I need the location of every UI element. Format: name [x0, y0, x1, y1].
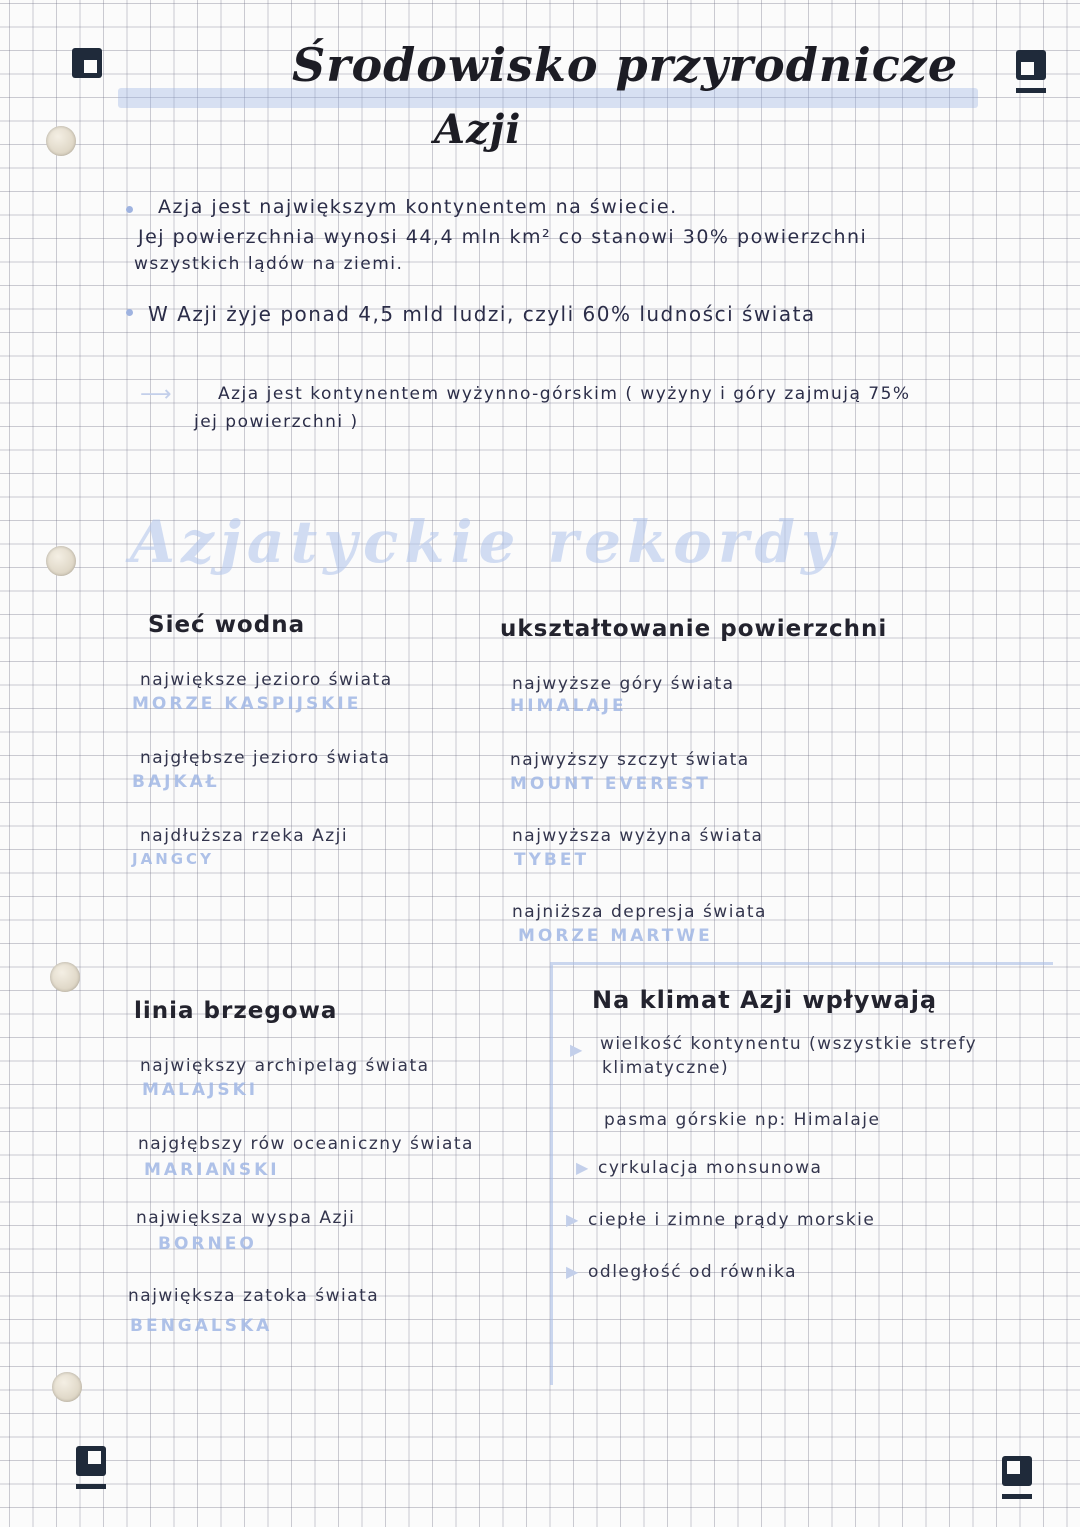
- coast-section-title: linia brzegowa: [134, 998, 338, 1024]
- water-item-label: największe jezioro świata: [140, 670, 393, 690]
- bullet-icon: [126, 309, 133, 316]
- fact-2: W Azji żyje ponad 4,5 mld ludzi, czyli 60% ludności świata: [148, 302, 816, 326]
- coast-item-label: największa zatoka świata: [128, 1286, 380, 1306]
- corner-marker-icon: [72, 48, 102, 78]
- surface-item-label: najwyższy szczyt świata: [510, 750, 750, 770]
- surface-item-answer: MOUNT EVEREST: [510, 774, 711, 794]
- surface-item-label: najwyższe góry świata: [512, 674, 735, 694]
- surface-item-answer: HIMALAJE: [510, 696, 627, 716]
- fact-1c: wszystkich lądów na ziemi.: [134, 254, 404, 274]
- climate-item: ciepłe i zimne prądy morskie: [588, 1210, 876, 1230]
- corner-marker-icon: [76, 1446, 106, 1476]
- arrow-icon: ▶: [570, 1040, 583, 1059]
- coast-item-answer: BENGALSKA: [130, 1316, 273, 1336]
- binder-hole: [52, 1372, 82, 1402]
- bullet-icon: [126, 206, 133, 213]
- surface-item-label: najniższa depresja świata: [512, 902, 767, 922]
- records-heading: Azjatyckie rekordy: [130, 508, 841, 576]
- water-item-label: najdłuższa rzeka Azji: [140, 826, 349, 846]
- water-item-answer: JANGCY: [132, 850, 214, 868]
- coast-item-label: najgłębszy rów oceaniczny świata: [138, 1134, 474, 1154]
- page-title: Środowisko przyrodnicze: [292, 38, 959, 92]
- water-item-answer: BAJKAŁ: [132, 772, 220, 792]
- binder-hole: [46, 126, 76, 156]
- corner-marker-bar: [1016, 88, 1046, 93]
- fact-3b: jej powierzchni ): [194, 412, 359, 432]
- surface-item-answer: MORZE MARTWE: [518, 926, 713, 946]
- arrow-icon: ⟶: [140, 382, 172, 407]
- climate-item: odległość od równika: [588, 1262, 797, 1282]
- fact-3a: Azja jest kontynentem wyżynno-górskim ( wyżyny i góry zajmują 75%: [218, 384, 911, 404]
- coast-item-answer: MARIAŃSKI: [144, 1160, 280, 1180]
- fact-1a: Azja jest największym kontynentem na świecie.: [158, 196, 678, 218]
- page-subtitle: Azji: [434, 106, 522, 153]
- climate-item: pasma górskie np: Himalaje: [604, 1110, 881, 1130]
- corner-marker-bar: [76, 1484, 106, 1489]
- water-item-answer: MORZE KASPIJSKIE: [132, 694, 362, 714]
- surface-section-title: ukształtowanie powierzchni: [500, 616, 888, 642]
- binder-hole: [50, 962, 80, 992]
- surface-item-label: najwyższa wyżyna świata: [512, 826, 764, 846]
- coast-item-answer: MALAJSKI: [142, 1080, 259, 1100]
- coast-item-label: największy archipelag świata: [140, 1056, 430, 1076]
- water-item-label: najgłębsze jezioro świata: [140, 748, 391, 768]
- coast-item-label: największa wyspa Azji: [136, 1208, 356, 1228]
- coast-item-answer: BORNEO: [158, 1234, 257, 1254]
- corner-marker-icon: [1002, 1456, 1032, 1486]
- arrow-icon: ▶: [566, 1210, 579, 1229]
- water-section-title: Sieć wodna: [148, 612, 306, 638]
- fact-1b: Jej powierzchnia wynosi 44,4 mln km² co stanowi 30% powierzchni: [138, 226, 868, 248]
- corner-marker-icon: [1016, 50, 1046, 80]
- surface-item-answer: TYBET: [514, 850, 590, 870]
- climate-item: wielkość kontynentu (wszystkie strefy: [600, 1034, 978, 1054]
- climate-item: cyrkulacja monsunowa: [598, 1158, 823, 1178]
- arrow-icon: ▶: [566, 1262, 579, 1281]
- climate-item: klimatyczne): [602, 1058, 730, 1078]
- corner-marker-bar: [1002, 1494, 1032, 1499]
- arrow-icon: ▶: [576, 1158, 589, 1177]
- binder-hole: [46, 546, 76, 576]
- climate-section-title: Na klimat Azji wpływają: [592, 986, 938, 1014]
